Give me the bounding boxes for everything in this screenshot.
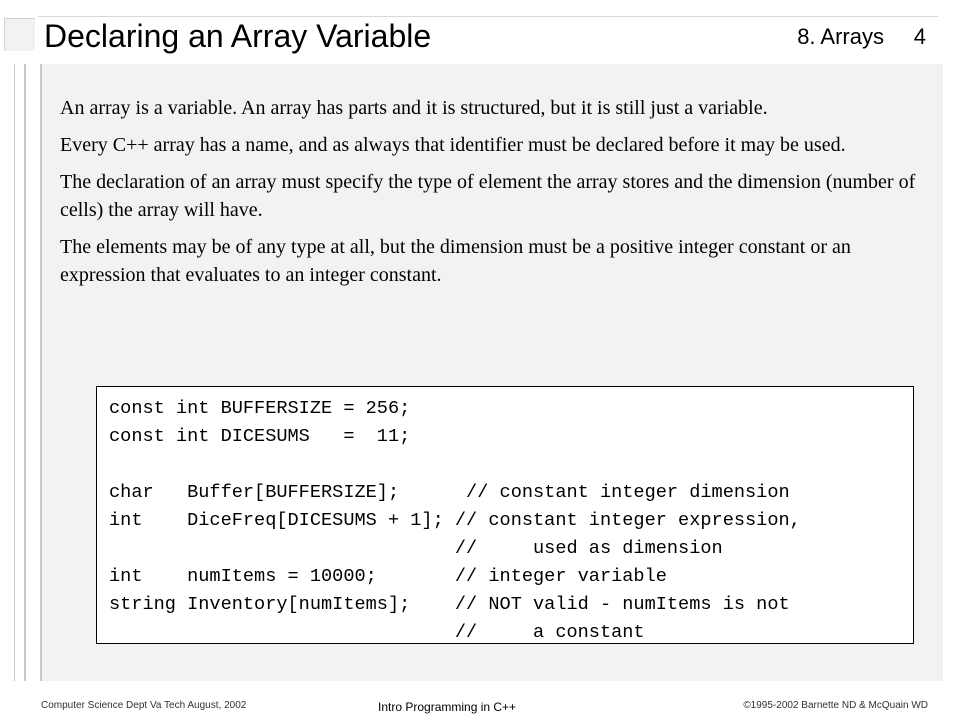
paragraph: Every C++ array has a name, and as always that identifier must be declared before it may be used.: [60, 134, 846, 156]
footer-course: Intro Programming in C++: [378, 700, 517, 714]
code-line: int numItems = 10000; // integer variable: [109, 566, 667, 587]
code-line: string Inventory[numItems]; // NOT valid - numItems is not: [109, 594, 790, 615]
code-line: // used as dimension: [109, 538, 723, 559]
footer-copyright: ©1995-2002 Barnette ND & McQuain WD: [743, 700, 928, 711]
code-block: [96, 386, 914, 644]
corner-decoration: [4, 18, 35, 51]
footer-department: Computer Science Dept Va Tech August, 2002: [41, 700, 247, 711]
chapter-label: 8. Arrays: [797, 24, 884, 49]
paragraph: An array is a variable. An array has parts and it is structured, but it is still just a variable.: [60, 97, 768, 119]
code-line: const int DICESUMS = 11;: [109, 426, 411, 447]
slide-title: Declaring an Array Variable: [44, 18, 432, 54]
code-line: const int BUFFERSIZE = 256;: [109, 398, 411, 419]
paragraph: The elements may be of any type at all, but the dimension must be a positive integer constant or an expression that evaluates to an integer constant.: [60, 236, 851, 286]
code-line: int DiceFreq[DICESUMS + 1]; // constant integer expression,: [109, 510, 801, 531]
body-text: [60, 94, 930, 298]
code-line: char Buffer[BUFFERSIZE]; // constant integer dimension: [109, 482, 790, 503]
paragraph: The declaration of an array must specify the type of element the array stores and the dimension (number of cells) the array will have.: [60, 171, 916, 221]
left-margin-rule: [14, 64, 26, 681]
page-number: 4: [913, 24, 926, 49]
code-line: // a constant: [109, 622, 645, 643]
